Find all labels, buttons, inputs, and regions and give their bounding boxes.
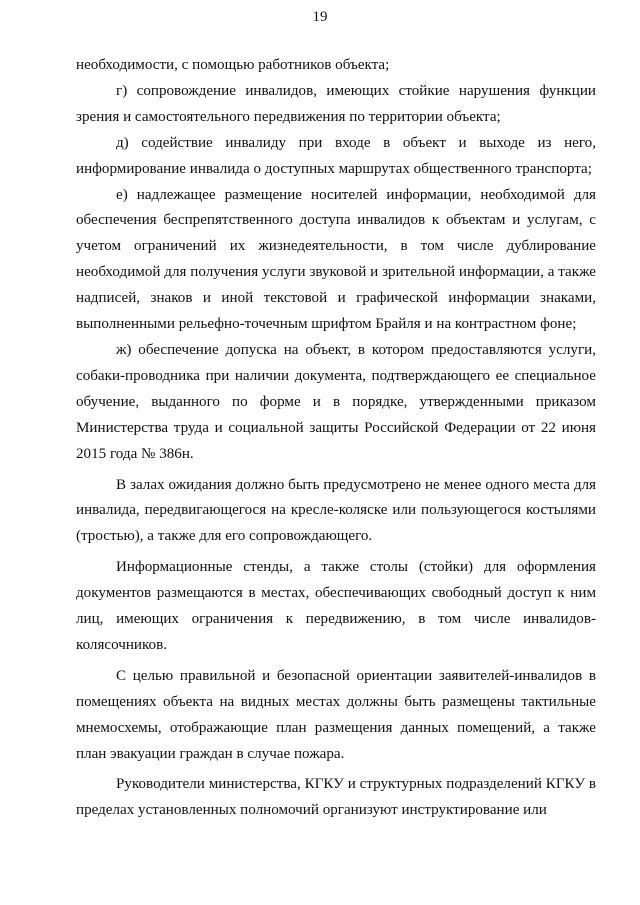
paragraph-info-stands: Информационные стенды, а также столы (стойки) для оформления документов размещаются в местах, обеспечивающих свободный доступ к ним лиц, имеющих ограничения к передвижению, в том числе инвалидов-колясочников.: [76, 559, 596, 653]
paragraph-item-e: е) надлежащее размещение носителей информации, необходимой для обеспечения беспрепятственного доступа инвалидов к объектам и услугам, с учетом ограничений их жизнедеятельности, в том числе дублирование необходимой для получения услуги звуковой и зрительной информации, а также надписей, знаков и иной текстовой и графической информации знаками, выполненными рельефно-точечным шрифтом Брайля и на контрастном фоне;: [76, 186, 596, 333]
paragraph-orientation: С целью правильной и безопасной ориентации заявителей-инвалидов в помещениях объекта на видных местах должны быть размещены тактильные мнемосхемы, отображающие план размещения данных помещений, а также план эвакуации граждан в случае пожара.: [76, 667, 596, 762]
document-body: [76, 53, 596, 824]
page-number: 19: [312, 9, 328, 25]
paragraph-continuation: необходимости, с помощью работников объекта;: [76, 57, 390, 73]
paragraph-item-zh: ж) обеспечение допуска на объект, в котором предоставляются услуги, собаки-проводника при наличии документа, подтверждающего ее специальное обучение, выданного по форме и в порядке, утвержденными приказом Министерства труда и социальной защиты Российской Федерации от 22 июня 2015 года № 386н.: [76, 341, 596, 462]
paragraph-item-d: д) содействие инвалиду при входе в объект и выходе из него, информирование инвалида о доступных маршрутах общественного транспорта;: [76, 134, 596, 177]
paragraph-managers: Руководители министерства, КГКУ и структурных подразделений КГКУ в пределах установленных полномочий организуют инструктирование или: [76, 776, 596, 819]
paragraph-item-g: г) сопровождение инвалидов, имеющих стойкие нарушения функции зрения и самостоятельного передвижения по территории объекта;: [76, 82, 596, 125]
paragraph-waiting-halls: В залах ожидания должно быть предусмотрено не менее одного места для инвалида, передвигающегося на кресле-коляске или пользующегося костылями (тростью), а также для его сопровождающего.: [76, 476, 596, 545]
